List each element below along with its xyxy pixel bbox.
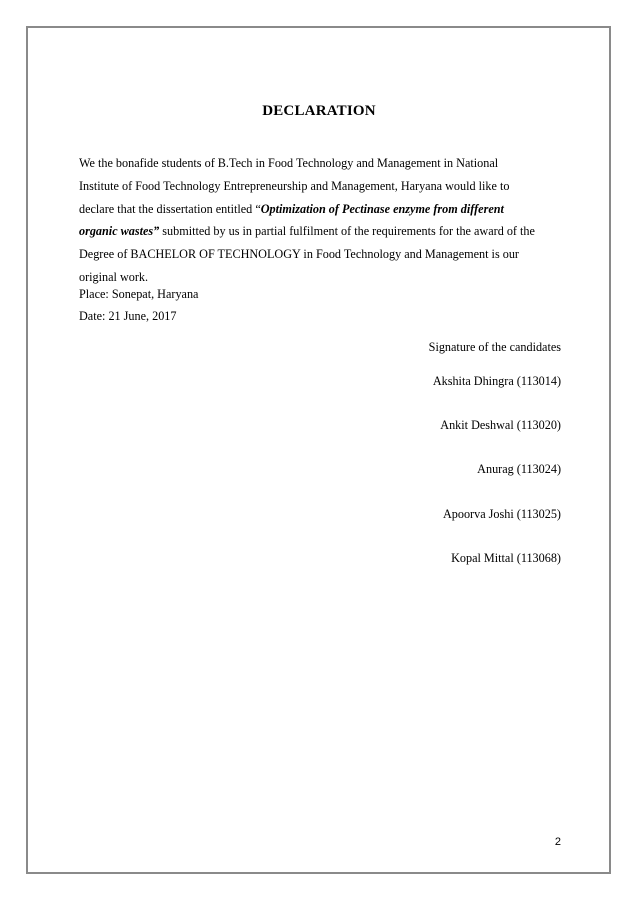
candidate-signature: Kopal Mittal (113068) xyxy=(451,551,561,565)
line-text: Institute of Food Technology Entrepreneurship and Management, Haryana would like to xyxy=(79,178,510,193)
page-number: 2 xyxy=(554,836,561,848)
dissertation-title-part: Optimization of Pectinase enzyme from different xyxy=(260,201,504,216)
line-text: We the bonafide students of B.Tech in Food Technology and Management in National xyxy=(79,156,499,170)
place-line: Place: Sonepat, Haryana xyxy=(79,287,199,301)
paragraph-line xyxy=(79,266,569,289)
paragraph-line xyxy=(79,175,569,198)
line-text: submitted by us in partial fulfilment of the requirements for the award of the xyxy=(159,224,535,239)
date-line: Date: 21 June, 2017 xyxy=(79,309,177,323)
line-text: declare that the dissertation entitled “ xyxy=(79,201,261,216)
candidate-signature: Anurag (113024) xyxy=(477,462,561,476)
line-text: original work. xyxy=(79,269,149,284)
page-title: DECLARATION xyxy=(262,103,376,119)
candidate-signature: Apoorva Joshi (113025) xyxy=(442,507,561,521)
paragraph-line xyxy=(79,152,569,175)
paragraph-line xyxy=(79,220,569,243)
paragraph-line xyxy=(79,198,569,221)
candidate-signature: Akshita Dhingra (113014) xyxy=(432,374,561,388)
declaration-paragraph xyxy=(79,152,569,289)
line-text: Degree of BACHELOR OF TECHNOLOGY in Food Technology and Management is our xyxy=(79,247,519,262)
dissertation-title-part: organic wastes” xyxy=(79,224,160,239)
paragraph-line xyxy=(79,243,569,266)
candidate-signature: Ankit Deshwal (113020) xyxy=(440,418,561,432)
signature-heading: Signature of the candidates xyxy=(428,340,561,354)
